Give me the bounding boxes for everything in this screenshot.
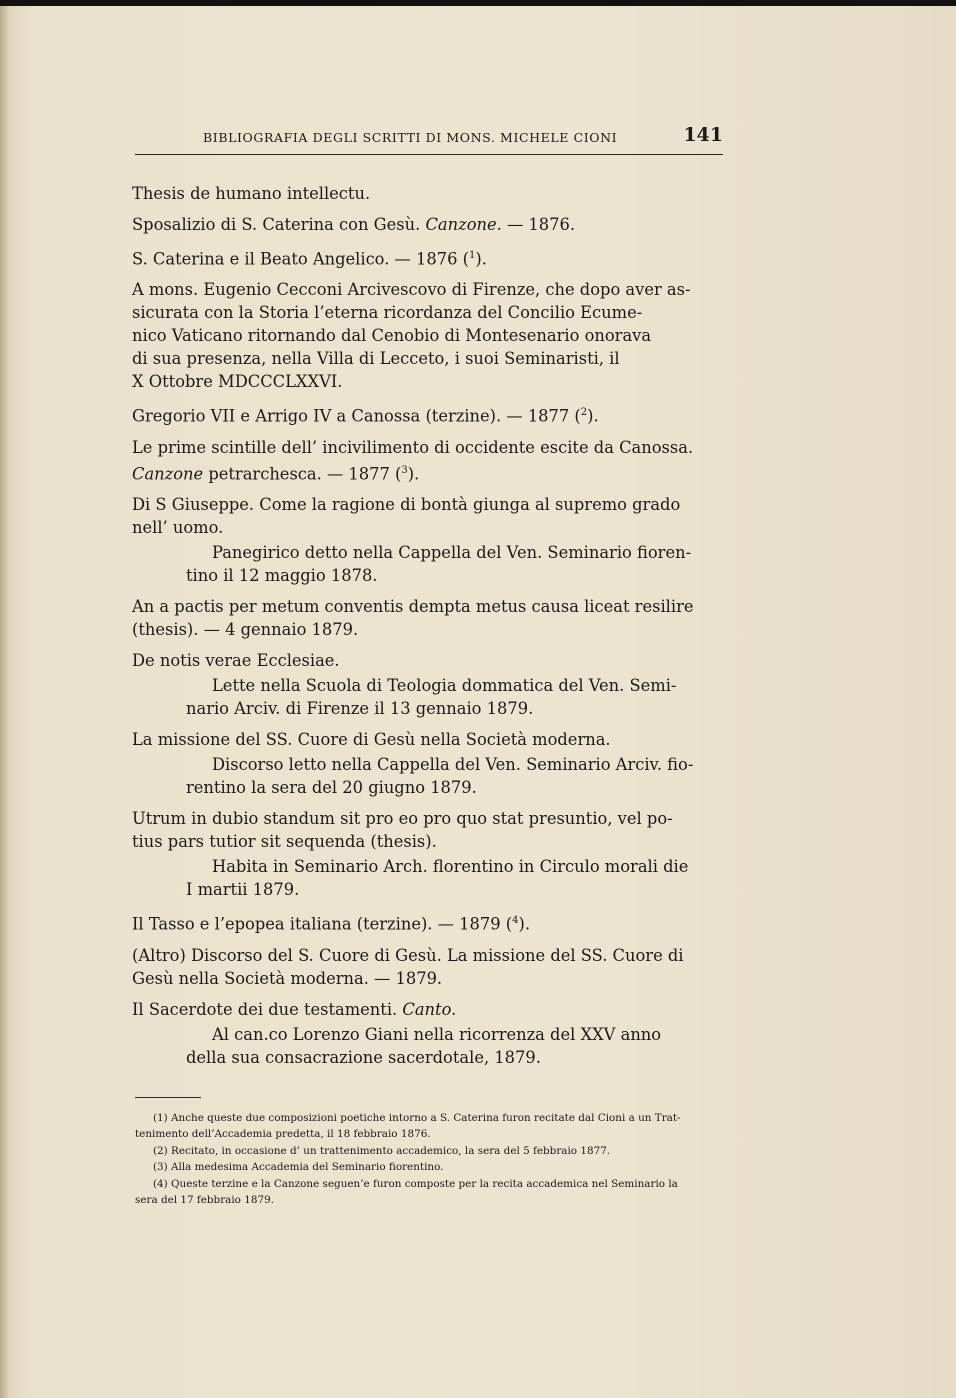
entry-description — [132, 674, 722, 720]
description-line: I martii 1879. — [186, 880, 300, 900]
footnote-2: (2) Recitato, in occasione d’ un trattenimento accademico, la sera del 5 febbraio 1877. — [153, 1144, 611, 1157]
page-header — [135, 124, 723, 155]
description-line: rentino la sera del 20 giugno 1879. — [186, 778, 477, 798]
entry-text: S. Caterina e il Beato Angelico. — 1876 ( — [132, 249, 469, 269]
entry-scintille — [132, 436, 722, 485]
footnote-rule — [135, 1097, 201, 1098]
description-line: Al can.co Lorenzo Giani nella ricorrenza del XXV anno — [212, 1024, 662, 1044]
entry-sacerdote — [132, 998, 722, 1069]
entry-line: X Ottobre MDCCCLXXVI. — [132, 372, 343, 392]
entry-line: An a pactis per metum conventis dempta metus causa liceat resilire — [132, 597, 694, 617]
entry-title — [132, 998, 722, 1021]
entry-notis-ecclesiae — [132, 649, 722, 720]
running-head: BIBLIOGRAFIA DEGLI SCRITTI DI MONS. MICHELE CIONI — [203, 130, 618, 145]
entry-line: A mons. Eugenio Cecconi Arcivescovo di Firenze, che dopo aver as- — [132, 280, 691, 300]
entry-utrum-dubio — [132, 807, 722, 901]
entry-text: Il Sacerdote dei due testamenti. — [132, 999, 403, 1019]
footnote-ref: 1 — [468, 250, 476, 261]
entry-text-end: ). — [475, 249, 487, 269]
entry-title — [132, 807, 722, 853]
entry-line: Le prime scintille dell’ incivilimento di occidente escite da Canossa. — [132, 437, 694, 457]
entry-line: Di S Giuseppe. Come la ragione di bontà giunga al supremo grado — [132, 495, 681, 515]
footnote-4 — [135, 1176, 725, 1209]
footnote-ref: 3 — [401, 464, 408, 476]
description-line: Habita in Seminario Arch. florentino in Circulo morali die — [212, 857, 689, 877]
description-line: tino il 12 maggio 1878. — [186, 566, 378, 586]
entry-line: Utrum in dubio standum sit pro eo pro quo stat presuntio, vel po- — [132, 809, 673, 829]
entry-text: Gregorio VII e Arrigo IV a Canossa (terzine). — 1877 ( — [132, 406, 581, 426]
footnote-line: (4) Queste terzine e la Canzone seguen’e furon composte per la recita accademica nel Seminario la — [153, 1177, 678, 1190]
description-line: Lette nella Scuola di Teologia dommatica del Ven. Semi- — [212, 676, 677, 696]
description-line: Panegirico detto nella Cappella del Ven. Seminario fioren- — [212, 543, 692, 563]
footnote-1 — [135, 1110, 725, 1143]
entry-gregorio — [132, 401, 722, 427]
entry-description — [132, 753, 722, 799]
entry-sacro-cuore — [132, 728, 722, 799]
entry-thesis-intellectu — [132, 182, 722, 205]
entry-line: nell’ uomo. — [132, 518, 224, 538]
entry-line: (Altro) Discorso del S. Cuore di Gesù. La missione del SS. Cuore di — [132, 945, 684, 965]
footnote-line: sera del 17 febbraio 1879. — [135, 1194, 274, 1207]
footnote-line: (1) Anche queste due composizioni poetiche intorno a S. Caterina furon recitate dal Cioni a un Trat- — [153, 1112, 681, 1124]
entry-cecconi — [132, 278, 722, 393]
footnote-line: tenimento dell’Accademia predetta, il 18 febbraio 1876. — [135, 1128, 431, 1141]
entry-text: petrarchesca. — 1877 ( — [203, 464, 402, 484]
description-line: della sua consacrazione sacerdotale, 1879. — [186, 1047, 541, 1067]
entry-text: Sposalizio di S. Caterina con Gesù. — [132, 215, 426, 234]
entry-pactis — [132, 595, 722, 641]
entry-line: di sua presenza, nella Villa di Lecceto, i suoi Seminaristi, il — [132, 349, 620, 369]
description-line: Discorso letto nella Cappella del Ven. Seminario Arciv. fio- — [212, 755, 694, 775]
entry-title: De notis verae Ecclesiae. — [132, 651, 340, 671]
entry-line: tius pars tutior sit sequenda (thesis). — [132, 832, 437, 852]
entry-line: Gesù nella Società moderna. — 1879. — [132, 968, 443, 988]
entry-line: nico Vaticano ritornando dal Cenobio di Montesenario onorava — [132, 326, 652, 346]
entry-title: La missione del SS. Cuore di Gesù nella Società moderna. — [132, 730, 611, 750]
entry-line: (thesis). — 4 gennaio 1879. — [132, 620, 359, 640]
entry-genre: Canzone. — [425, 215, 502, 234]
entry-sposalizio — [132, 213, 722, 236]
entry-text-end: ). — [587, 406, 599, 426]
page-number: 141 — [683, 124, 723, 146]
entry-text-end: ). — [518, 914, 530, 934]
footnotes — [135, 1110, 725, 1208]
entry-line: sicurata con la Storia l’eterna ricordanza del Concilio Ecume- — [132, 303, 643, 323]
entry-text: Thesis de humano intellectu. — [132, 184, 371, 203]
footnote-ref: 2 — [580, 407, 588, 419]
entry-description — [132, 541, 722, 587]
entry-altro-discorso — [132, 944, 722, 990]
bibliography-list — [132, 182, 722, 1077]
entry-title — [132, 493, 722, 539]
page-gutter — [0, 0, 8, 1398]
top-edge-band — [0, 0, 956, 6]
entry-giuseppe — [132, 493, 722, 587]
entry-description — [132, 1023, 722, 1069]
footnote-3: (3) Alla medesima Accademia del Seminario fiorentino. — [153, 1161, 444, 1174]
entry-tasso — [132, 909, 722, 935]
entry-genre: Canto. — [402, 999, 457, 1019]
entry-text: Il Tasso e l’epopea italiana (terzine). — 1879 ( — [132, 914, 513, 934]
entry-date: — 1876. — [501, 215, 576, 234]
entry-text-end: ). — [407, 464, 420, 484]
entry-description — [132, 855, 722, 901]
description-line: nario Arciv. di Firenze il 13 gennaio 1879. — [186, 699, 534, 719]
entry-genre: Canzone — [132, 464, 204, 484]
entry-line — [132, 459, 722, 485]
footnote-ref: 4 — [512, 915, 519, 927]
entry-beato-angelico — [132, 244, 722, 270]
